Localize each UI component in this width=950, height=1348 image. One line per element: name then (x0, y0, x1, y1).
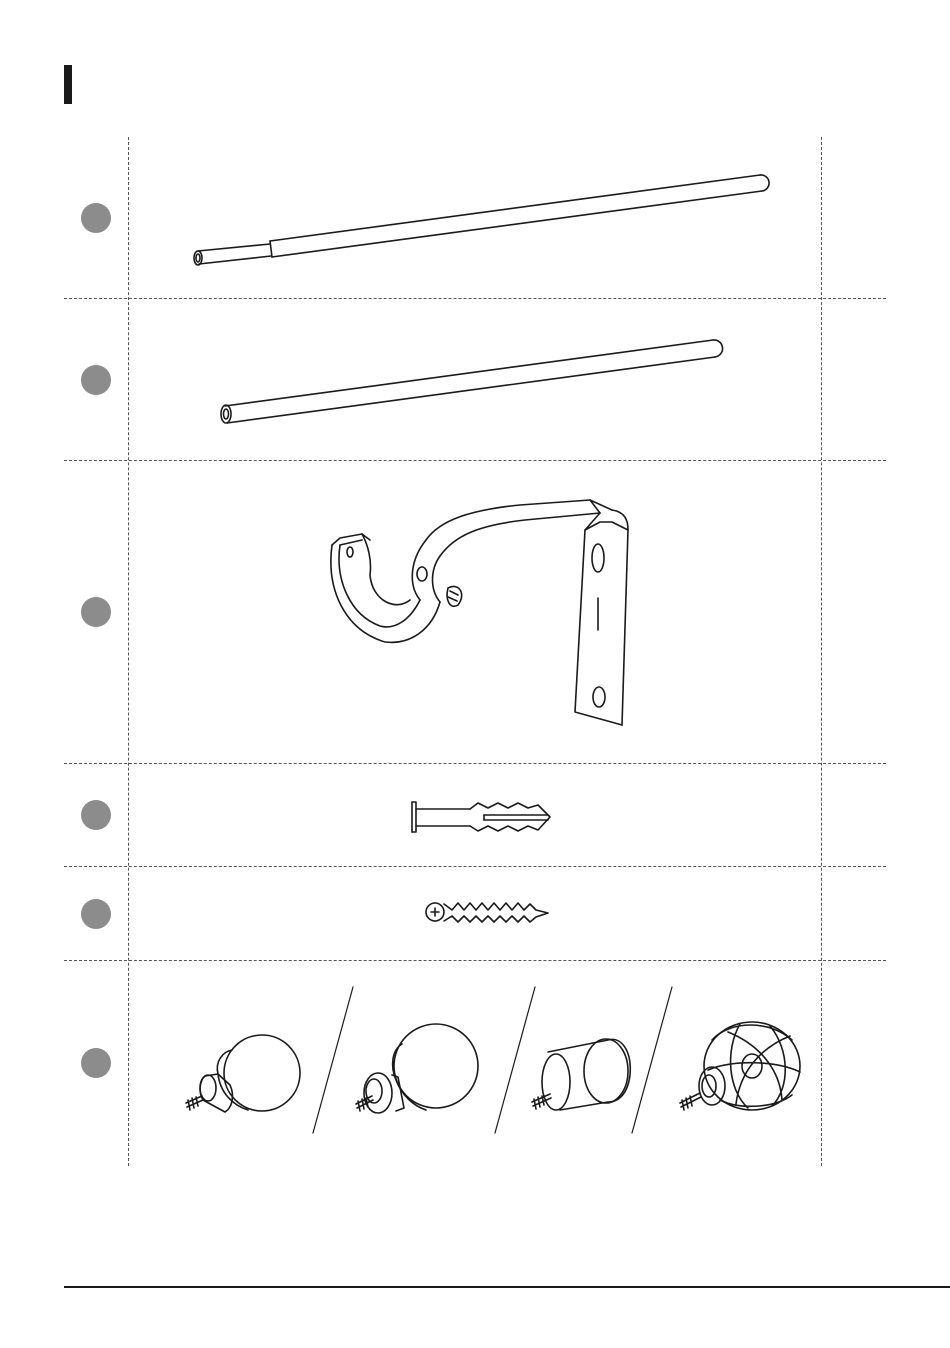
telescoping-rod-icon (194, 175, 769, 265)
ball-finial-icon (186, 1035, 300, 1112)
footer-rule (64, 1286, 950, 1288)
cage-ball-finial-icon (680, 1022, 800, 1110)
bracket-icon (331, 500, 628, 725)
screw-icon (426, 903, 548, 922)
cylinder-finial-icon (532, 1039, 630, 1110)
rod-icon (221, 340, 723, 423)
anchor-plug-icon (412, 802, 550, 832)
finial-set-icon (186, 987, 800, 1133)
ball-finial-ring-icon (356, 1024, 478, 1113)
